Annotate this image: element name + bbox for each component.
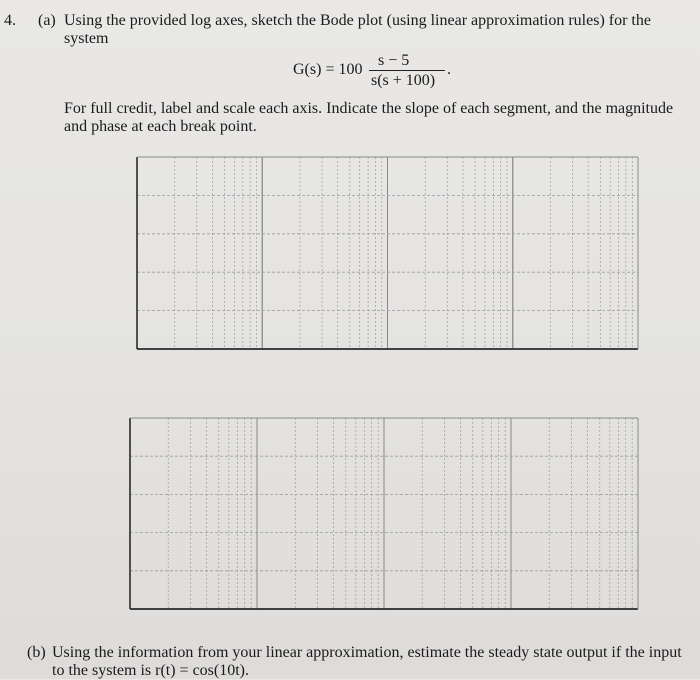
transfer-function-lhs: G(s) = 100 xyxy=(293,61,363,78)
part-b-label: (b) xyxy=(27,644,46,661)
magnitude-plot-grid[interactable] xyxy=(137,157,638,349)
part-a-prompt-line1: Using the provided log axes, sketch the Bode plot (using linear approximation rules) for the xyxy=(64,12,651,29)
phase-plot-grid[interactable] xyxy=(130,418,638,609)
part-b-prompt-line1: Using the information from your linear approximation, estimate the steady state output if the input xyxy=(52,644,682,661)
part-b-prompt-line2: to the system is r(t) = cos(10t). xyxy=(52,662,249,679)
transfer-function-period: . xyxy=(447,61,451,78)
part-a-prompt-line2: system xyxy=(64,30,109,47)
question-number: 4. xyxy=(4,12,16,29)
credit-instruction-line2: and phase at each break point. xyxy=(64,118,257,135)
transfer-function-numerator: s − 5 xyxy=(378,52,410,69)
transfer-function-denominator: s(s + 100) xyxy=(371,72,436,89)
credit-instruction-line1: For full credit, label and scale each axis. Indicate the slope of each segment, and the magnitude xyxy=(64,100,674,117)
part-a-label: (a) xyxy=(38,12,56,29)
